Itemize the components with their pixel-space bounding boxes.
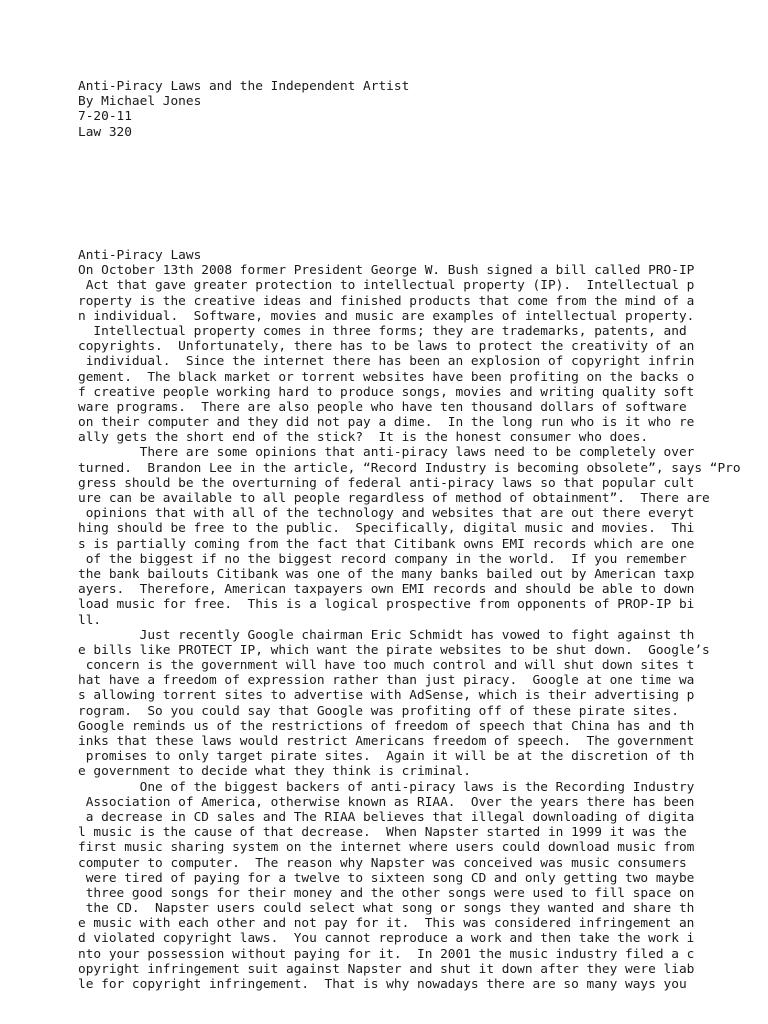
body-line: e bills like PROTECT IP, which want the pirate websites to be shut down. Google’s xyxy=(78,642,710,658)
body-line: Google reminds us of the restrictions of freedom of speech that China has and th xyxy=(78,718,695,734)
body-line: turned. Brandon Lee in the article, “Record Industry is becoming obsolete”, says “Pro xyxy=(78,460,741,476)
body-line: There are some opinions that anti-piracy laws need to be completely over xyxy=(78,445,695,461)
body-line: individual. Since the internet there has been an explosion of copyright infrin xyxy=(78,354,695,370)
body-line: Association of America, otherwise known as RIAA. Over the years there has been xyxy=(78,794,695,810)
body-line: On October 13th 2008 former President George W. Bush signed a bill called PRO-IP xyxy=(78,263,695,279)
body-line: inks that these laws would restrict Americans freedom of speech. The government xyxy=(78,734,695,749)
body-line: f creative people working hard to produce songs, movies and writing quality soft xyxy=(78,384,695,400)
body-line: opyright infringement suit against Napster and shut it down after they were liab xyxy=(78,961,695,977)
body-line: Act that gave greater protection to intellectual property (IP). Intellectual p xyxy=(78,278,695,294)
body-line: first music sharing system on the internet where users could download music from xyxy=(78,840,695,856)
body-line: concern is the government will have too much control and will shut down sites t xyxy=(78,658,695,674)
body-line: d violated copyright laws. You cannot reproduce a work and then take the work i xyxy=(78,931,695,947)
body-line: ll. xyxy=(78,612,102,628)
body-line: s is partially coming from the fact that Citibank owns EMI records which are one xyxy=(78,536,695,552)
body-line: ayers. Therefore, American taxpayers own EMI records and should be able to down xyxy=(78,582,695,598)
body-line: the CD. Napster users could select what song or songs they wanted and share th xyxy=(78,901,695,917)
body-line: promises to only target pirate sites. Again it will be at the discretion of th xyxy=(78,749,695,765)
body-line: Intellectual property comes in three forms; they are trademarks, patents, and xyxy=(78,323,687,339)
body-line: rogram. So you could say that Google was profiting off of these pirate sites. xyxy=(78,703,679,719)
body-line: a decrease in CD sales and The RIAA believes that illegal downloading of digita xyxy=(78,809,695,825)
body-line: roperty is the creative ideas and finished products that come from the mind of a xyxy=(78,293,695,309)
document-body xyxy=(78,248,741,992)
body-line: n individual. Software, movies and music are examples of intellectual property. xyxy=(78,308,695,324)
body-line: hat have a freedom of expression rather than just piracy. Google at one time wa xyxy=(78,673,695,689)
document-header xyxy=(78,79,409,140)
body-line: load music for free. This is a logical prospective from opponents of PROP-IP bi xyxy=(78,597,695,613)
body-line: were tired of paying for a twelve to sixteen song CD and only getting two maybe xyxy=(78,870,695,886)
body-line: copyrights. Unfortunately, there has to be laws to protect the creativity of an xyxy=(78,339,695,355)
body-line: ure can be available to all people regardless of method of obtainment”. There are xyxy=(78,491,710,506)
body-line: ware programs. There are also people who have ten thousand dollars of software xyxy=(78,399,687,415)
body-line: three good songs for their money and the other songs were used to fill space on xyxy=(78,885,695,901)
body-line: s allowing torrent sites to advertise with AdSense, which is their advertising p xyxy=(78,688,695,704)
body-line: the bank bailouts Citibank was one of the many banks bailed out by American taxp xyxy=(78,566,695,582)
body-line: on their computer and they did not pay a dime. In the long run who is it who re xyxy=(78,415,695,431)
body-line: Just recently Google chairman Eric Schmidt has vowed to fight against th xyxy=(78,627,695,643)
header-line: 7-20-11 xyxy=(78,109,132,125)
body-line: gress should be the overturning of federal anti-piracy laws so that popular cult xyxy=(78,475,695,491)
body-line: computer to computer. The reason why Napster was conceived was music consumers xyxy=(78,855,687,871)
body-line: of the biggest if no the biggest record company in the world. If you remember xyxy=(78,551,687,567)
body-line: e government to decide what they think is criminal. xyxy=(78,764,471,780)
body-line: hing should be free to the public. Specifically, digital music and movies. Thi xyxy=(78,521,695,537)
header-line: Law 320 xyxy=(78,124,132,140)
body-line: nto your possession without paying for it. In 2001 the music industry filed a c xyxy=(78,946,695,962)
header-line: By Michael Jones xyxy=(78,94,202,110)
body-line: e music with each other and not pay for it. This was considered infringement an xyxy=(78,916,695,932)
body-line: ally gets the short end of the stick? It is the honest consumer who does. xyxy=(78,430,649,446)
body-line: l music is the cause of that decrease. When Napster started in 1999 it was the xyxy=(78,825,687,841)
body-line: One of the biggest backers of anti-piracy laws is the Recording Industry xyxy=(78,779,695,795)
body-line: opinions that with all of the technology and websites that are out there everyt xyxy=(78,506,695,522)
header-line: Anti-Piracy Laws and the Independent Artist xyxy=(78,79,410,94)
body-line: Anti-Piracy Laws xyxy=(78,248,202,263)
body-line: le for copyright infringement. That is why nowadays there are so many ways you xyxy=(78,977,687,992)
body-line: gement. The black market or torrent websites have been profiting on the backs o xyxy=(78,369,695,385)
